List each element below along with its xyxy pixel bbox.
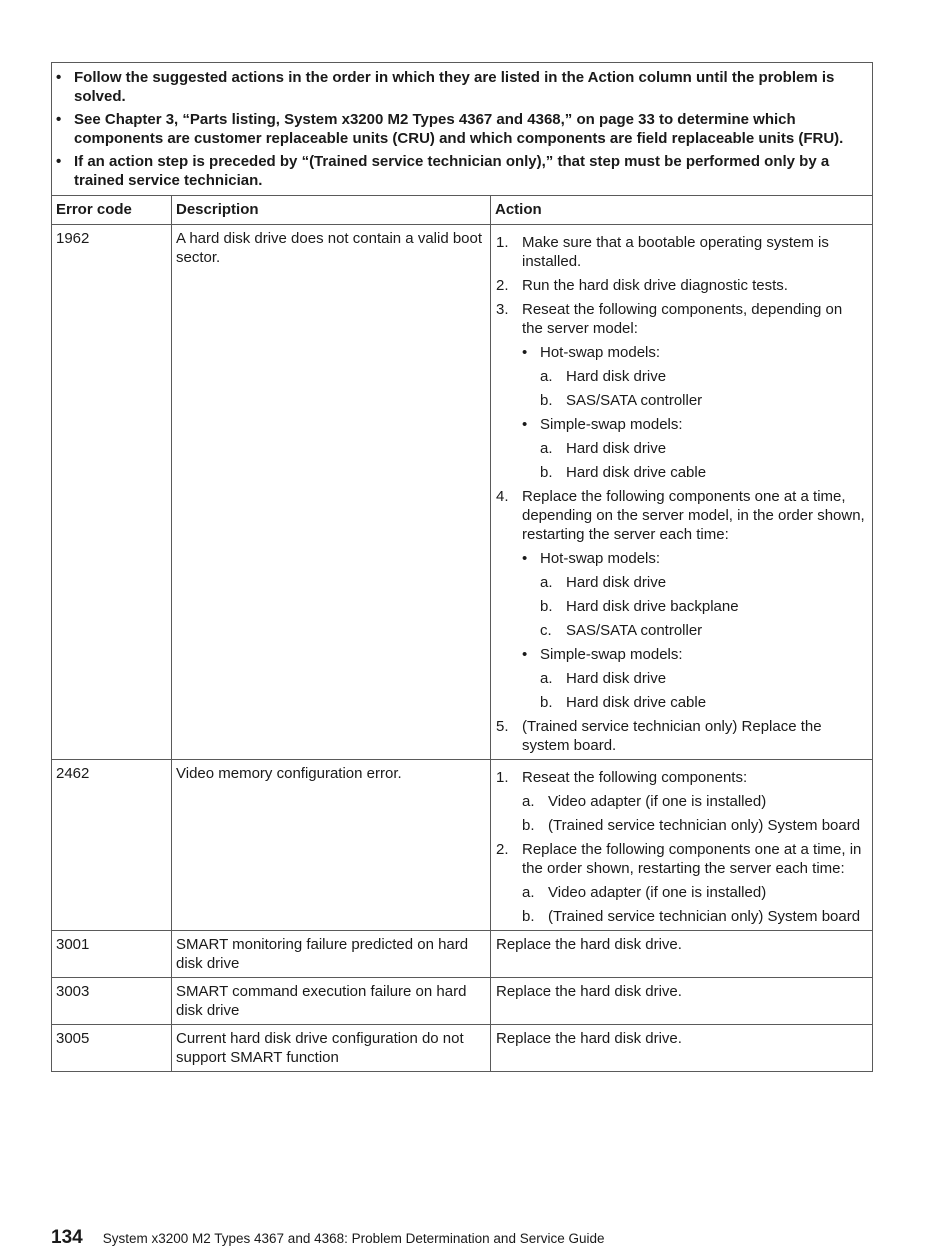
model-group <box>522 343 867 410</box>
step-number: 1. <box>496 234 509 251</box>
list-item: a. Hard disk drive <box>540 670 667 687</box>
list-item: b. Hard disk drive cable <box>540 464 707 481</box>
notes-cell <box>52 63 873 196</box>
step-number: 4. <box>496 488 509 505</box>
action-step <box>496 768 867 835</box>
action: Replace the hard disk drive. <box>491 978 873 1025</box>
action-step <box>496 276 867 295</box>
list-item: b. Hard disk drive cable <box>540 694 707 711</box>
bullet-icon: • <box>522 344 528 361</box>
table-row <box>52 760 873 931</box>
error-code: 3005 <box>52 1025 172 1072</box>
list-item: a. Video adapter (if one is installed) <box>522 884 767 901</box>
list-item: b. Hard disk drive backplane <box>540 598 739 615</box>
model-label: Hot-swap models: <box>540 344 661 361</box>
note <box>56 110 864 148</box>
step-text: (Trained service technician only) Replace the system board. <box>522 718 822 754</box>
error-code: 3003 <box>52 978 172 1025</box>
table-row <box>52 1025 873 1072</box>
list-item: b. SAS/SATA controller <box>540 392 703 409</box>
model-label: Simple-swap models: <box>540 646 683 663</box>
table-row <box>52 978 873 1025</box>
list-item: c. SAS/SATA controller <box>540 622 703 639</box>
description: SMART command execution failure on hard disk drive <box>172 978 491 1025</box>
notes-row <box>52 63 873 196</box>
note-text: If an action step is preceded by “(Trained service technician only),” that step must be performed only by a trained service technician. <box>74 153 830 189</box>
model-group <box>522 645 867 712</box>
model-label: Simple-swap models: <box>540 416 683 433</box>
action-step <box>496 487 867 712</box>
header-description: Description <box>172 196 491 225</box>
page-number: 134 <box>51 1227 83 1248</box>
description: A hard disk drive does not contain a valid boot sector. <box>172 225 491 760</box>
document-title: System x3200 M2 Types 4367 and 4368: Problem Determination and Service Guide <box>102 1231 605 1246</box>
list-item: a. Hard disk drive <box>540 574 667 591</box>
bullet-icon: • <box>522 416 528 433</box>
step-text: Run the hard disk drive diagnostic tests. <box>522 277 788 294</box>
step-number: 1. <box>496 769 509 786</box>
description: Current hard disk drive configuration do not support SMART function <box>172 1025 491 1072</box>
step-number: 5. <box>496 718 509 735</box>
step-number: 2. <box>496 277 509 294</box>
step-text: Reseat the following components, depending on the server model: <box>522 301 843 337</box>
step-number: 2. <box>496 841 509 858</box>
note-text: Follow the suggested actions in the order in which they are listed in the Action column until the problem is solved. <box>74 69 835 105</box>
error-code: 2462 <box>52 760 172 931</box>
action-step <box>496 233 867 271</box>
note-text: See Chapter 3, “Parts listing, System x3200 M2 Types 4367 and 4368,” on page 33 to determine which components are customer replaceable units (CRU) and which components are field replaceable units (FRU). <box>74 111 844 147</box>
action-step <box>496 840 867 926</box>
table-row <box>52 931 873 978</box>
list-item: b. (Trained service technician only) System board <box>522 817 861 834</box>
step-text: Reseat the following components: <box>522 769 748 786</box>
table-row <box>52 225 873 760</box>
action: Replace the hard disk drive. <box>491 931 873 978</box>
action <box>491 225 873 760</box>
model-group <box>522 415 867 482</box>
list-item: a. Hard disk drive <box>540 368 667 385</box>
note <box>56 68 864 106</box>
list-item: a. Hard disk drive <box>540 440 667 457</box>
description: Video memory configuration error. <box>172 760 491 931</box>
error-code: 1962 <box>52 225 172 760</box>
list-item: b. (Trained service technician only) System board <box>522 908 861 925</box>
step-text: Replace the following components one at a time, in the order shown, restarting the server each time: <box>522 841 862 877</box>
action <box>491 760 873 931</box>
header-action: Action <box>491 196 873 225</box>
step-number: 3. <box>496 301 509 318</box>
note <box>56 152 864 190</box>
bullet-icon: • <box>522 550 528 567</box>
action-step <box>496 717 867 755</box>
bullet-icon: • <box>522 646 528 663</box>
step-text: Make sure that a bootable operating system is installed. <box>522 234 829 270</box>
header-row <box>52 196 873 225</box>
bullet-icon: • <box>56 111 62 128</box>
action: Replace the hard disk drive. <box>491 1025 873 1072</box>
model-group <box>522 549 867 640</box>
description: SMART monitoring failure predicted on hard disk drive <box>172 931 491 978</box>
bullet-icon: • <box>56 153 62 170</box>
error-code: 3001 <box>52 931 172 978</box>
header-error-code: Error code <box>52 196 172 225</box>
step-text: Replace the following components one at a time, depending on the server model, in the order shown, restarting the server each time: <box>522 488 865 543</box>
action-step <box>496 300 867 482</box>
list-item: a. Video adapter (if one is installed) <box>522 793 767 810</box>
model-label: Hot-swap models: <box>540 550 661 567</box>
error-code-table <box>51 62 873 1072</box>
page-footer <box>51 1227 605 1249</box>
bullet-icon: • <box>56 69 62 86</box>
